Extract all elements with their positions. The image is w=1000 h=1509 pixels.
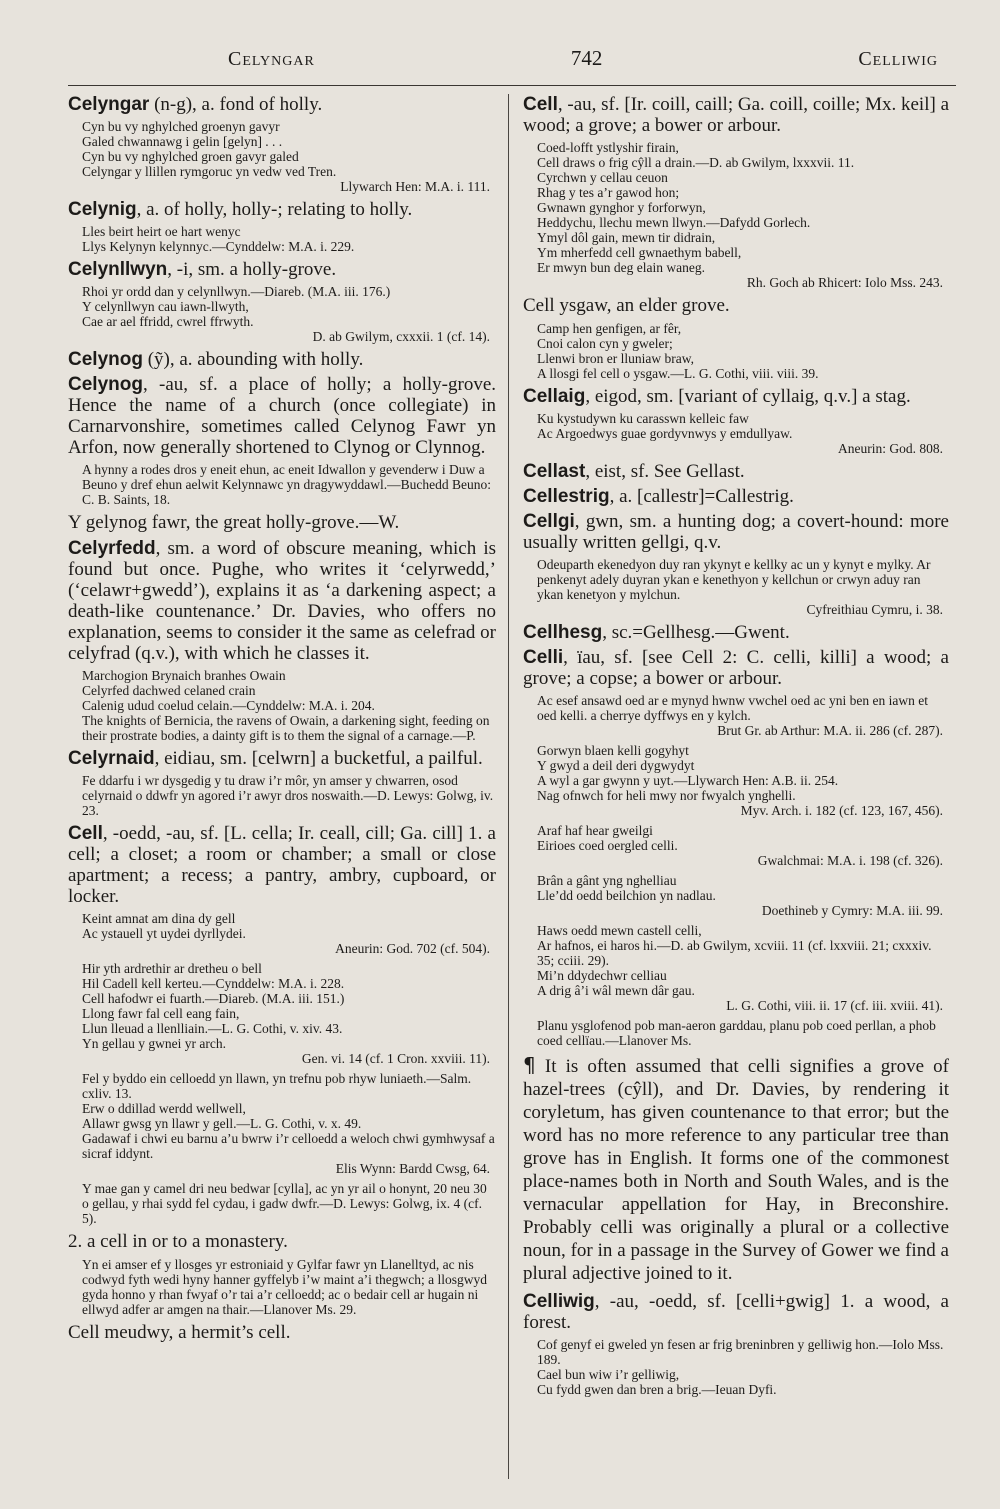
citation-line: Cell draws o frig cŷll a drain.—D. ab Gwilym, lxxxvii. 11.: [537, 155, 855, 170]
usage-note-text: It is often assumed that celli signifies a grove of hazel-trees (cŷll), and Dr. Davies, by rendering it coryletum, has given countenance to that error; but the word has no more reference to any particular tree than grove has in English. It forms one of the commonest place-names both in North and South Wales, and is the vernacular appellation for Hay, in Breconshire. Probably celli was originally a plural or a collective noun, for in a passage in the Survey of Gower we find a plural adjective joined to it.: [523, 1056, 949, 1284]
citation-source: Llywarch Hen: M.A. i. 111.: [340, 179, 490, 194]
citation-block: [68, 1181, 496, 1226]
citation-block: [523, 321, 949, 381]
citation-source: Cyfreithiau Cymru, i. 38.: [806, 602, 943, 617]
citation-line: A drig â’i wâl mewn dâr gau.: [537, 983, 695, 998]
citation-block: [68, 462, 496, 507]
usage-note: [523, 1054, 949, 1285]
citation-block: [68, 773, 496, 818]
citation-line: Yn ei amser ef y llosges yr estroniaid y Gylfar fawr yn Llanelltyd, ac nis codwyd fyth wedi hyny hanner gyffelyb i’w maint a’i thegwch; a llosgwyd gyda honno y rhan fwyaf o’r tai a’r celloedd; ac o bedair cell ar hugain ni ellwyd adfer ar amgen na thair.—Llanover Ms. 29.: [82, 1257, 488, 1317]
right-column: [513, 94, 949, 1479]
entry-definition: , eidiau, sm. [celwrn] a bucketful, a pailful.: [154, 748, 483, 769]
citation-block: [68, 284, 496, 344]
page-number: 742: [570, 46, 603, 70]
citation-source: Elis Wynn: Bardd Cwsg, 64.: [335, 1161, 490, 1176]
dictionary-entry: [68, 748, 496, 769]
citation-block: [523, 873, 949, 918]
citation-block: [68, 961, 496, 1066]
citation-source: Brut Gr. ab Arthur: M.A. ii. 286 (cf. 287).: [717, 723, 943, 738]
entry-definition: , -au, sf. a place of holly; a holly-grove. Hence the name of a church (once collegiate) in Carnarvonshire, sometimes called Celynog Fawr yn Arfon, now generally shortened to Clynog or Clynnog.: [68, 374, 496, 458]
column-divider: [508, 94, 509, 1479]
citation-block: [68, 668, 496, 743]
citation-line: Camp hen genfigen, ar fêr,: [537, 321, 682, 336]
entry-definition: , eigod, sm. [variant of cyllaig, q.v.] a stag.: [585, 386, 911, 407]
entry-headword: Cell: [68, 823, 103, 844]
citation-block: [68, 911, 496, 956]
dictionary-entry: [523, 486, 949, 507]
entry-definition: (n-g), a. fond of holly.: [149, 94, 323, 115]
citation-line: Gorwyn blaen kelli gogyhyt: [537, 743, 689, 758]
citation-block: [68, 1257, 496, 1317]
entry-definition: , a. [callestr]=Callestrig.: [609, 486, 794, 507]
citation-line: The knights of Bernicia, the ravens of Owain, a darkening sight, feeding on their prostrate bodies, a dainty gift is to them the signal of a carnage.—P.: [82, 713, 490, 743]
citation-line: Mi’n ddydechwr celliau: [537, 968, 667, 983]
sub-sense: Y gelynog fawr, the great holly-grove.—W.: [68, 512, 400, 533]
citation-line: Cael bun wiw i’r gelliwig,: [537, 1367, 680, 1382]
citation-source: Aneurin: God. 808.: [838, 441, 943, 456]
citation-line: Cae ar ael ffridd, cwrel ffrwyth.: [82, 314, 254, 329]
header-left-guide-word: Celyngar: [228, 48, 315, 70]
entry-definition: , eist, sf. See Gellast.: [585, 461, 745, 482]
entry-headword: Celynog: [68, 349, 143, 370]
citation-line: Cyn bu vy nghylched groenyn gavyr: [82, 119, 280, 134]
sub-sense: Cell ysgaw, an elder grove.: [523, 295, 730, 316]
citation-source: Doethineb y Cymry: M.A. iii. 99.: [761, 903, 943, 918]
entry-headword: Celynig: [68, 199, 137, 220]
citation-source: Gwalchmai: M.A. i. 198 (cf. 326).: [757, 853, 943, 868]
citation-source: Gen. vi. 14 (cf. 1 Cron. xxviii. 11).: [301, 1051, 490, 1066]
citation-line: Cyrchwn y cellau ceuon: [537, 170, 668, 185]
citation-line: Cu fydd gwen dan bren a brig.—Ieuan Dyfi.: [537, 1382, 777, 1397]
dictionary-entry: [523, 647, 949, 689]
citation-line: Cell hafodwr ei fuarth.—Diareb. (M.A. iii. 151.): [82, 991, 345, 1006]
entry-headword: Cellhesg: [523, 622, 603, 643]
citation-source: Myv. Arch. i. 182 (cf. 123, 167, 456).: [740, 803, 943, 818]
citation-line: Y celynllwyn cau iawn-llwyth,: [82, 299, 249, 314]
entry-definition: (ỹ), a. abounding with holly.: [142, 349, 364, 370]
citation-line: Fe ddarfu i wr dysgedig y tu draw i’r môr, yn amser y chwarren, osod celyrnaid o ddwfr yn agored i’r awyr dros noswaith.—D. Lewys: Golwg, iv. 23.: [82, 773, 494, 818]
dictionary-entry: [523, 511, 949, 553]
citation-line: Brân a gânt yng nghelliau: [537, 873, 677, 888]
citation-line: Eirioes coed oergled celli.: [537, 838, 678, 853]
dictionary-entry: [68, 199, 496, 220]
citation-source: Rh. Goch ab Rhicert: Iolo Mss. 243.: [746, 275, 943, 290]
dictionary-entry: [68, 349, 496, 370]
dictionary-entry: [523, 622, 949, 643]
citation-line: A hynny a rodes dros y eneit ehun, ac eneit Idwallon y gevenderw i Duw a Beuno y dref ehun aelwit Kelynnawc yn dragywyddawl.—Buchedd Beuno: C. B. Saints, 18.: [82, 462, 492, 507]
citation-line: Ymyl dôl gain, mewn tir didrain,: [537, 230, 716, 245]
citation-line: Cyn bu vy nghylched groen gavyr galed: [82, 149, 299, 164]
citation-block: [523, 743, 949, 818]
left-column: [68, 94, 504, 1479]
citation-line: Ym mherfedd cell gwnaethym babell,: [537, 245, 742, 260]
entry-definition: , -au, -oedd, sf. [celli+gwig] 1. a wood, a forest.: [523, 1291, 949, 1333]
dictionary-entry: [68, 374, 496, 458]
citation-line: Ac esef ansawd oed ar e mynyd hwnw vwchel oed ac yni ben en iawn et oed kelli. a cherrye dyffwys en y kylch.: [537, 693, 928, 723]
entry-headword: Celli: [523, 647, 564, 668]
running-head: [68, 46, 956, 71]
entry-headword: Cellestrig: [523, 486, 610, 507]
citation-block: [68, 119, 496, 194]
citation-block: [68, 1071, 496, 1176]
columns: [68, 94, 956, 1479]
citation-line: Ar hafnos, ei haros hi.—D. ab Gwilym, xcviii. 11 (cf. lxxviii. 21; cxxxiv. 35; cciii. 29).: [537, 938, 932, 968]
entry-definition: , a. of holly, holly-; relating to holly.: [136, 199, 413, 220]
citation-line: Allawr gwsg yn llawr y gell.—L. G. Cothi, v. x. 49.: [82, 1116, 362, 1131]
citation-line: Rhoi yr ordd dan y celynllwyn.—Diareb. (M.A. iii. 176.): [82, 284, 391, 299]
entry-definition: , -oedd, -au, sf. [L. cella; Ir. ceall, cill; Ga. cill] 1. a cell; a closet; a room or chamber; a small or close apartment; a recess; a pantry, ambry, cupboard, or locker.: [68, 823, 496, 907]
citation-block: [523, 823, 949, 868]
citation-block: [523, 693, 949, 738]
citation-line: Odeuparth ekenedyon duy ran ykynyt e kellky ac un y kynyt e mylky. Ar penkenyt adely duyran ykan e kenethyon y kellchun or crwyn aduy ran ykan kenetyon y mylchun.: [537, 557, 931, 602]
entry-definition: , ïau, sf. [see Cell 2: C. celli, killi] a wood; a grove; a copse; a bower or arbour.: [523, 647, 949, 689]
citation-line: A wyl a gar gwynn y uyt.—Llywarch Hen: A.B. ii. 254.: [537, 773, 839, 788]
citation-block: [523, 1337, 949, 1397]
sub-sense: 2. a cell in or to a monastery.: [68, 1231, 288, 1252]
citation-line: Nag ofnwch for heli mwy nor fwyalch ynghelli.: [537, 788, 796, 803]
citation-source: Aneurin: God. 702 (cf. 504).: [335, 941, 490, 956]
citation-line: Celyrfed dachwed celaned crain: [82, 683, 256, 698]
entry-definition: , sm. a word of obscure meaning, which is found but once. Pughe, who writes it ‘celyrwedd,’ (‘celawr+gwedd’), explains it as ‘a darkening aspect; a death-like countenance.’ Dr. Davies, who offers no explanation, seems to consider it the same as celefrad or celyfrad (q.v.), with which he classes it.: [68, 538, 496, 664]
citation-line: Cof genyf ei gweled yn fesen ar frig breninbren y gelliwig hon.—Iolo Mss. 189.: [537, 1337, 944, 1367]
pilcrow-icon: ¶: [523, 1053, 536, 1077]
citation-line: Y mae gan y camel dri neu bedwar [cylla], ac yn yr ail o honynt, 20 neu 30 o gellau, y rhai sydd fel cydau, i gadw dwfr.—D. Lewys: Golwg, ix. 4 (cf. 5).: [82, 1181, 487, 1226]
citation-block: [523, 140, 949, 290]
entry-definition: , gwn, sm. a hunting dog; a covert-hound: more usually written gellgi, q.v.: [523, 511, 949, 553]
citation-line: Galed chwannawg i gelin [gelyn] . . .: [82, 134, 283, 149]
citation-line: Yn gellau y gwnei yr arch.: [82, 1036, 226, 1051]
citation-line: Er mwyn bun deg elain waneg.: [537, 260, 705, 275]
entry-definition: , -i, sm. a holly-grove.: [167, 259, 337, 280]
citation-block: [68, 224, 496, 254]
entry-headword: Cellast: [523, 461, 586, 482]
citation-line: Araf haf hear gweilgi: [537, 823, 653, 838]
entry-headword: Celyrfedd: [68, 538, 156, 559]
dictionary-entry: [68, 259, 496, 280]
entry-headword: Celliwig: [523, 1291, 595, 1312]
citation-line: Planu ysglofenod pob man-aeron garddau, planu pob coed perllan, a phob coed cellïau.—Llanover Ms.: [537, 1018, 936, 1048]
citation-line: Gwnawn gynghor y forforwyn,: [537, 200, 706, 215]
citation-line: Lle’dd oedd beilchion yn nadlau.: [537, 888, 716, 903]
citation-line: Ku kystudywn ku carasswn kelleic faw: [537, 411, 749, 426]
header-right-guide-word: Celliwig: [858, 48, 938, 70]
citation-block: [523, 411, 949, 456]
citation-line: Y gwyd a deil deri dygwydyt: [537, 758, 695, 773]
dictionary-entry: [68, 538, 496, 664]
dictionary-entry: [68, 823, 496, 907]
citation-line: Heddychu, llechu mewn llwyn.—Dafydd Gorlech.: [537, 215, 811, 230]
entry-headword: Celynog: [68, 374, 143, 395]
citation-line: Cnoi calon cyn y gweler;: [537, 336, 673, 351]
citation-line: Llong fawr fal cell eang fain,: [82, 1006, 240, 1021]
entry-definition: , sc.=Gellhesg.—Gwent.: [602, 622, 790, 643]
citation-block: [523, 923, 949, 1013]
citation-line: Hil Cadell kell kerteu.—Cynddelw: M.A. i. 228.: [82, 976, 345, 991]
citation-line: Llenwi bron er lluniaw braw,: [537, 351, 694, 366]
header-rule: [68, 85, 956, 86]
citation-line: Lles beirt heirt oe hart wenyc: [82, 224, 241, 239]
citation-line: A llosgi fel cell o ysgaw.—L. G. Cothi, viii. viii. 39.: [537, 366, 819, 381]
citation-line: Ac ystauell yt uydei dyrllydei.: [82, 926, 246, 941]
dictionary-entry: [523, 461, 949, 482]
citation-line: Marchogion Brynaich branhes Owain: [82, 668, 286, 683]
citation-line: Hir yth ardrethir ar dretheu o bell: [82, 961, 262, 976]
citation-line: Celyngar y llillen rymgoruc yn vedw ved Tren.: [82, 164, 337, 179]
entry-headword: Celyngar: [68, 94, 150, 115]
citation-line: Ac Argoedwys guae gordyvnwys y emdullyaw.: [537, 426, 793, 441]
citation-block: [523, 557, 949, 617]
citation-line: Erw o ddillad werdd wellwell,: [82, 1101, 246, 1116]
entry-headword: Cell: [523, 94, 558, 115]
entry-headword: Celyrnaid: [68, 748, 155, 769]
entry-headword: Cellaig: [523, 386, 586, 407]
citation-source: L. G. Cothi, viii. ii. 17 (cf. iii. xviii. 41).: [726, 998, 943, 1013]
citation-line: Llys Kelynyn kelynnyc.—Cynddelw: M.A. i. 229.: [82, 239, 355, 254]
citation-line: Calenig udud coelud celain.—Cynddelw: M.A. i. 204.: [82, 698, 375, 713]
entry-definition: , -au, sf. [Ir. coill, caill; Ga. coill, coille; Mx. keil] a wood; a grove; a bower or arbour.: [523, 94, 949, 136]
entry-headword: Celynllwyn: [68, 259, 168, 280]
dictionary-entry: [523, 94, 949, 136]
citation-line: Rhag y tes a’r gawod hon;: [537, 185, 680, 200]
citation-block: [523, 1018, 949, 1048]
citation-line: Haws oedd mewn castell celli,: [537, 923, 702, 938]
dictionary-entry: [523, 1291, 949, 1333]
citation-line: Keint amnat am dina dy gell: [82, 911, 236, 926]
sub-sense: Cell meudwy, a hermit’s cell.: [68, 1322, 291, 1343]
citation-line: Fel y byddo ein celloedd yn llawn, yn trefnu pob rhyw luniaeth.—Salm. cxliv. 13.: [82, 1071, 472, 1101]
dictionary-entry: [523, 386, 949, 407]
entry-headword: Cellgi: [523, 511, 575, 532]
citation-line: Coed-lofft ystlyshir firain,: [537, 140, 679, 155]
citation-line: Gadawaf i chwi eu barnu a’u bwrw i’r celloedd a weloch chwi gymhwysaf a sicraf iddynt.: [82, 1131, 495, 1161]
citation-source: D. ab Gwilym, cxxxii. 1 (cf. 14).: [312, 329, 490, 344]
citation-line: Llun lleuad a llenlliain.—L. G. Cothi, v. xiv. 43.: [82, 1021, 343, 1036]
dictionary-entry: [68, 94, 496, 115]
